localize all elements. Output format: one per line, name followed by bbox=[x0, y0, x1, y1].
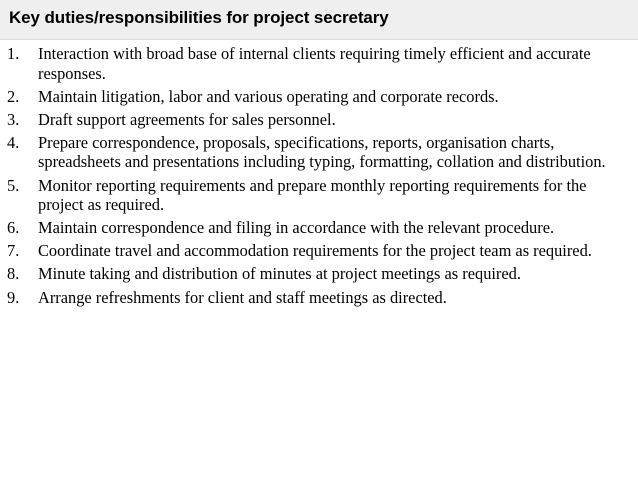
item-number: 8. bbox=[7, 264, 20, 284]
item-text: Maintain litigation, labor and various operating and corporate records. bbox=[38, 86, 499, 106]
list-item bbox=[0, 241, 630, 261]
item-text: Coordinate travel and accommodation requirements for the project team as required. bbox=[38, 241, 592, 261]
item-text: Arrange refreshments for client and staff meetings as directed. bbox=[38, 287, 447, 307]
item-number: 3. bbox=[7, 109, 20, 129]
list-item bbox=[0, 44, 630, 83]
item-text: Maintain correspondence and filing in accordance with the relevant procedure. bbox=[38, 218, 555, 238]
item-number: 6. bbox=[7, 218, 20, 238]
item-number: 7. bbox=[7, 241, 20, 261]
item-number: 4. bbox=[7, 132, 20, 152]
item-number: 2. bbox=[7, 86, 20, 106]
list-item bbox=[0, 176, 630, 215]
item-text: Monitor reporting requirements and prepare monthly reporting requirements for the project as required. bbox=[38, 175, 587, 215]
item-number: 5. bbox=[7, 175, 20, 195]
item-text: Draft support agreements for sales personnel. bbox=[38, 109, 336, 129]
list-item bbox=[0, 133, 630, 172]
item-text: Prepare correspondence, proposals, specifications, reports, organisation charts, spreadsheets and presentations including typing, formatting, collation and distribution. bbox=[38, 132, 606, 172]
item-number: 1. bbox=[7, 44, 20, 63]
list-item bbox=[0, 218, 630, 238]
list-item bbox=[0, 87, 630, 107]
item-number: 9. bbox=[7, 287, 20, 307]
list-item bbox=[0, 288, 630, 308]
duties-list bbox=[0, 44, 630, 311]
title-bar bbox=[0, 0, 638, 40]
list-item bbox=[0, 110, 630, 130]
item-text: Minute taking and distribution of minutes at project meetings as required. bbox=[38, 264, 521, 284]
list-item bbox=[0, 264, 630, 284]
page-title: Key duties/responsibilities for project secretary bbox=[9, 8, 389, 27]
item-text: Interaction with broad base of internal clients requiring timely efficient and accurate responses. bbox=[38, 44, 591, 83]
